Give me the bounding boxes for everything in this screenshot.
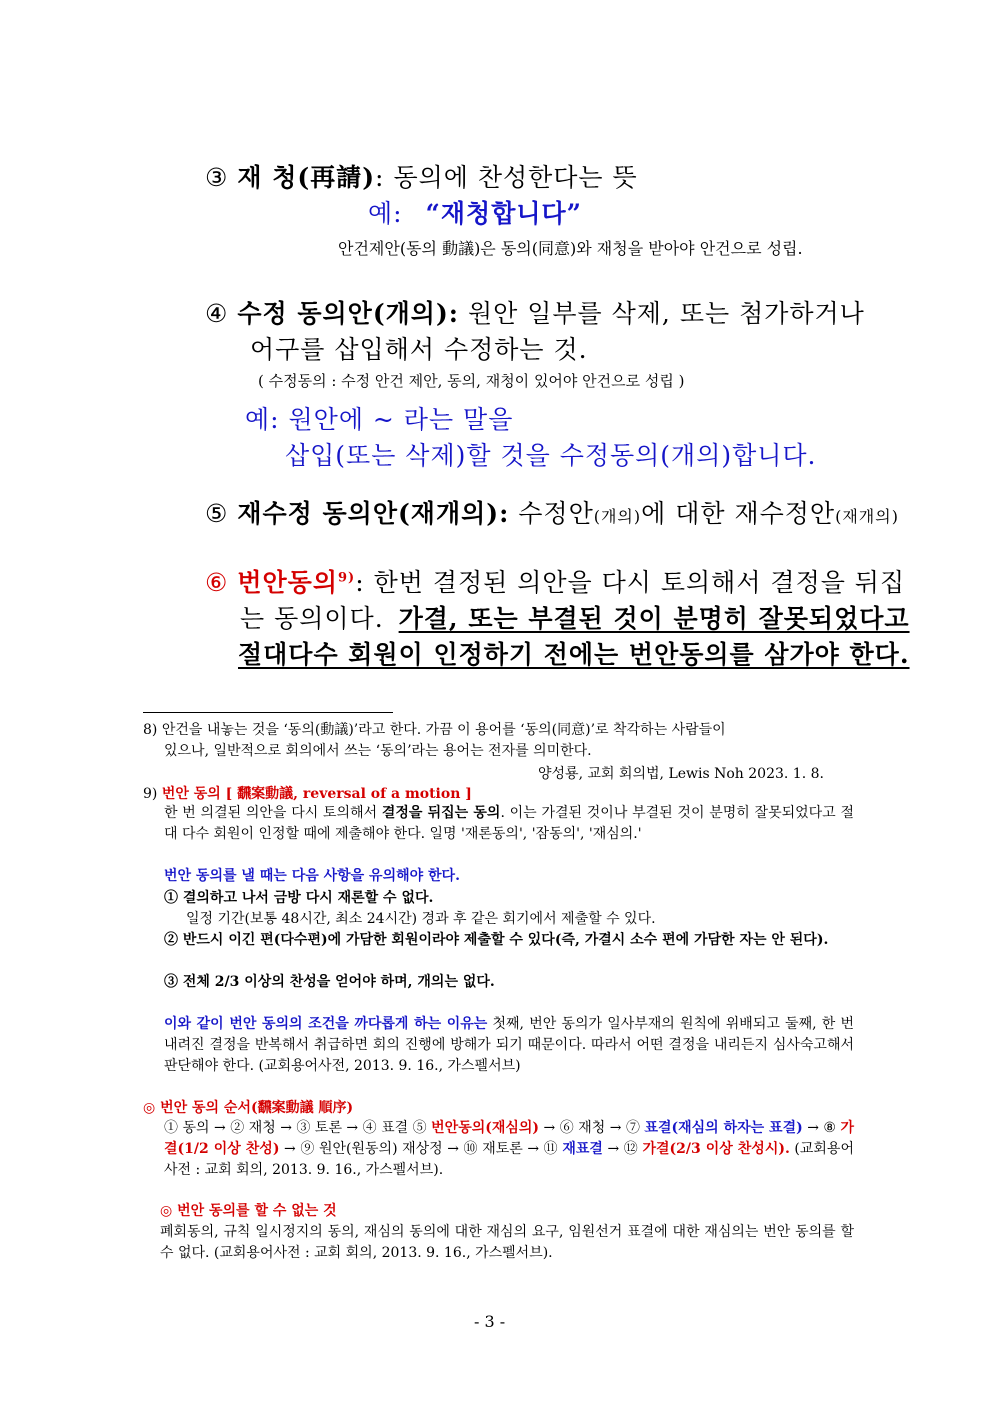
footnote-9-title: 번안 동의 [ 飜案動議, reversal of a motion ] [161,786,472,802]
order-steps-part9: → ⑫ [602,1141,643,1157]
item4-number: ④ [205,299,229,328]
item5-desc-d: (재개의) [835,507,899,526]
order-steps-part3: → ⑥ 재청 → ⑦ [539,1120,645,1136]
item3-example [368,194,582,230]
item6-line2 [240,599,910,635]
footnote-separator [143,712,393,713]
item6-heading [205,563,905,599]
item3-title: 재 청(再請) [237,163,376,192]
item3-note: 안건제안(동의 動議)은 동의(同意)와 재청을 받아야 안건으로 성립. [338,239,803,258]
item3-example-text: “재청합니다” [425,199,583,228]
item5-colon: : [499,499,510,528]
footnote-9-heading [143,784,472,805]
item6-desc2b: 가결, 또는 부결된 것이 분명히 잘못되었다고 [398,604,910,633]
item5-desc-a: 수정안 [518,499,594,528]
item3-desc: 동의에 찬성한다는 뜻 [393,163,638,192]
item3-heading [205,158,638,194]
item4-colon: : [448,299,460,328]
page-number: - 3 - [474,1312,506,1331]
order-step-reconsider: 번안동의(재심의) [431,1120,540,1136]
order-steps-part1: ① 동의 → ② 재청 → ③ 토론 → ④ 표결 ⑤ [164,1120,432,1136]
item6-desc1: 한번 결정된 의안을 다시 토의해서 결정을 뒤집 [373,568,906,597]
footnote-8-line1: 8) 안건을 내놓는 것을 ‘동의(動議)’라고 한다. 가끔 이 용어를 ‘동의(同意)’로 착각하는 사람들이 [143,722,726,738]
footnote-8-source: 양성룡, 교회 회의법, Lewis Noh 2023. 1. 8. [538,766,824,782]
order-steps-part5: → ⑧ [802,1120,841,1136]
footnote-9-p1c: . 이는 가결된 것이나 부결된 것이 분명히 잘못되었다고 절대 다수 회원이 인정할 때에 제출해야 한다. 일명 '재론동의', '잠동의', '재심의.' [164,805,854,842]
order-steps-part7: → ⑨ 원안(원동의) 재상정 → ⑩ 재토론 → ⑪ [279,1141,563,1157]
item5-title: 재수정 동의안(재개의) [237,499,500,528]
order-steps [164,1118,854,1181]
condition-1: ① 결의하고 나서 금방 다시 재론할 수 없다. [164,890,434,906]
cannot-text: 폐회동의, 규칙 일시정지의 동의, 재심의 동의에 대한 재심의 요구, 임원선거 표결에 대한 재심의는 번안 동의를 할 수 없다. (교회용어사전 : 교회 회의, 2013. 9. 16., 가스펠서브). [160,1224,854,1261]
footnote-9-number: 9) [143,786,158,802]
item3-number: ③ [205,163,229,192]
item6-number: ⑥ [205,568,229,597]
item6-desc3: 절대다수 회원이 인정하기 전에는 번안동의를 삼가야 한다. [238,640,910,669]
reason-body: 첫째, 번안 동의가 일사부재의 원칙에 위배되고 둘째, 한 번 내려진 결정을 반복해서 취급하면 회의 진행에 방해가 되기 때문이다. 따라서 어떤 결정을 내리든지 심사숙고해서 판단해야 한다. (교회용어사전, 2013. 9. 16., 가스펠서브) [164,1016,854,1074]
footnote-9-p1a: 한 번 의결된 의안을 다시 토의해서 [164,805,382,821]
order-steps-source: (교회용어사전 : 교회 회의, 2013. 9. 16., 가스펠서브). [164,1141,854,1178]
item6-desc2a: 는 동의이다. [240,604,384,633]
order-step-revote: 재표결 [562,1141,603,1157]
item4-desc2: 어구를 삽입해서 수정하는 것. [250,335,588,364]
item6-title: 번안동의 [237,568,338,597]
order-step-pass-two-thirds: 가결(2/3 이상 찬성시). [642,1141,790,1157]
condition-2: ② 반드시 이긴 편(다수편)에 가담한 회원이라야 제출할 수 있다(즉, 가결시 소수 편에 가담한 자는 안 된다). [164,932,829,948]
reason-lead: 이와 같이 번안 동의의 조건을 까다롭게 하는 이유는 [164,1016,488,1032]
footnote-9-p1b: 결정을 뒤집는 동의 [381,805,501,821]
footnote-8-line2: 있으나, 일반적으로 회의에서 쓰는 ‘동의’라는 용어는 전자를 의미한다. [164,743,592,759]
item6-footnote-ref: 9) [337,570,356,586]
item5-heading [205,494,899,530]
order-step-pass-half: 가결(1/2 이상 찬성) [164,1120,854,1157]
item5-desc-c: 에 대한 재수정안 [641,499,836,528]
footnote-9-paragraph [164,803,854,845]
item5-desc-b: (개의) [593,507,642,526]
item3-example-label: 예: [368,199,403,228]
item6-colon: : [355,568,365,597]
item4-heading [205,294,865,330]
item3-colon: : [375,163,385,192]
item4-example2: 삽입(또는 삭제)할 것을 수정동의(개의)합니다. [285,441,817,470]
item4-title: 수정 동의안(개의) [237,299,449,328]
item4-note: ( 수정동의 : 수정 안건 제안, 동의, 재청이 있어야 안건으로 성립 ) [258,372,685,390]
order-heading: ◎ 번안 동의 순서(飜案動議 順序) [143,1100,354,1116]
cannot-heading: ◎ 번안 동의를 할 수 없는 것 [160,1203,337,1219]
item4-example1: 예: 원안에 ~ 라는 말을 [245,405,514,434]
reason-paragraph [164,1014,854,1077]
condition-1-detail: 일정 기간(보통 48시간, 최소 24시간) 경과 후 같은 회기에서 제출할 수 있다. [186,911,656,927]
item4-desc1: 원안 일부를 삭제, 또는 첨가하거나 [467,299,865,328]
order-step-vote: 표결(재심의 하자는 표결) [644,1120,803,1136]
item5-number: ⑤ [205,499,229,528]
condition-3: ③ 전체 2/3 이상의 찬성을 얻어야 하며, 개의는 없다. [164,974,495,990]
conditions-heading: 번안 동의를 낼 때는 다음 사항을 유의해야 한다. [164,868,460,884]
